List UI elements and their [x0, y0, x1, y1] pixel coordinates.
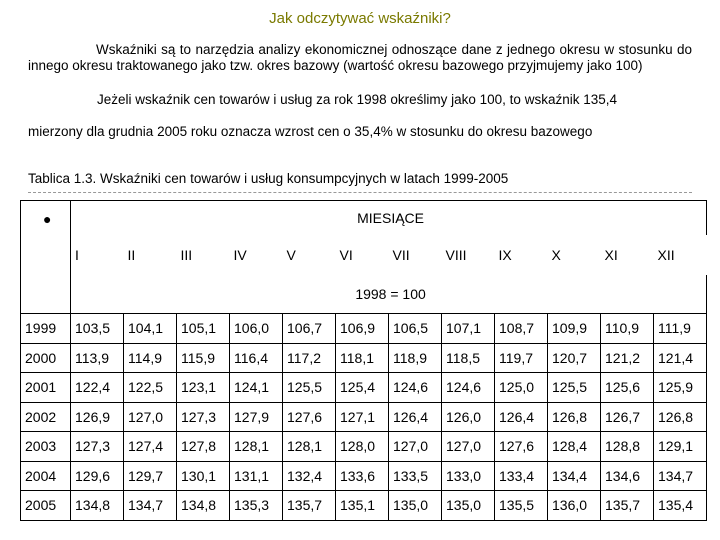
value-cell: 126,4: [389, 402, 442, 432]
value-cell: 104,1: [124, 314, 177, 344]
value-cell: 118,1: [336, 343, 389, 373]
value-cell: 126,0: [442, 402, 495, 432]
value-cell: 127,4: [124, 432, 177, 462]
value-cell: 135,3: [230, 491, 283, 521]
month-header: XI: [604, 247, 618, 263]
base-period-label: 1998 = 100: [71, 275, 707, 314]
year-cell: 2004: [21, 461, 71, 491]
value-cell: 133,5: [389, 461, 442, 491]
value-cell: 126,4: [495, 402, 548, 432]
value-cell: 110,9: [601, 314, 654, 344]
value-cell: 128,1: [283, 432, 336, 462]
value-cell: 134,7: [124, 491, 177, 521]
month-header: IV: [233, 247, 247, 263]
table-row: [21, 402, 707, 432]
value-cell: 122,5: [124, 373, 177, 403]
value-cell: 131,1: [230, 461, 283, 491]
table-row: [21, 491, 707, 521]
value-cell: 133,6: [336, 461, 389, 491]
value-cell: 126,8: [548, 402, 601, 432]
header-row-base: [21, 275, 707, 314]
price-index-table: [20, 200, 707, 521]
value-cell: 127,6: [283, 402, 336, 432]
value-cell: 135,4: [654, 491, 707, 521]
month-header: II: [127, 247, 136, 263]
value-cell: 129,7: [124, 461, 177, 491]
value-cell: 118,5: [442, 343, 495, 373]
value-cell: 128,8: [601, 432, 654, 462]
value-cell: 125,6: [601, 373, 654, 403]
value-cell: 125,4: [336, 373, 389, 403]
value-cell: 135,0: [389, 491, 442, 521]
month-header: V: [286, 247, 296, 263]
value-cell: 113,9: [71, 343, 124, 373]
value-cell: 109,9: [548, 314, 601, 344]
year-cell: 2005: [21, 491, 71, 521]
month-header: VIII: [445, 247, 467, 263]
month-header: IX: [498, 247, 512, 263]
value-cell: 125,0: [495, 373, 548, 403]
value-cell: 108,7: [495, 314, 548, 344]
year-cell: 2000: [21, 343, 71, 373]
value-cell: 135,1: [336, 491, 389, 521]
value-cell: 127,8: [177, 432, 230, 462]
paragraph-example: Jeżeli wskaźnik cen towarów i usług za rok 1998 określimy jako 100, to wskaźnik 135,4: [97, 92, 617, 107]
value-cell: 124,6: [389, 373, 442, 403]
value-cell: 127,0: [389, 432, 442, 462]
value-cell: 126,7: [601, 402, 654, 432]
page-title: Jak odczytywać wskaźniki?: [269, 10, 451, 27]
value-cell: 126,8: [654, 402, 707, 432]
table-row: [21, 343, 707, 373]
value-cell: 129,6: [71, 461, 124, 491]
value-cell: 122,4: [71, 373, 124, 403]
value-cell: 128,1: [230, 432, 283, 462]
table-row: [21, 432, 707, 462]
value-cell: 106,0: [230, 314, 283, 344]
value-cell: 125,5: [283, 373, 336, 403]
table-row: [21, 314, 707, 344]
value-cell: 127,3: [71, 432, 124, 462]
value-cell: 128,4: [548, 432, 601, 462]
value-cell: 127,6: [495, 432, 548, 462]
value-cell: 134,7: [654, 461, 707, 491]
value-cell: 115,9: [177, 343, 230, 373]
header-row-months: [21, 235, 707, 275]
year-cell: 2002: [21, 402, 71, 432]
bullet-icon: ●: [21, 201, 71, 314]
value-cell: 133,0: [442, 461, 495, 491]
year-cell: 1999: [21, 314, 71, 344]
value-cell: 127,1: [336, 402, 389, 432]
year-cell: 2003: [21, 432, 71, 462]
value-cell: 125,9: [654, 373, 707, 403]
value-cell: 119,7: [495, 343, 548, 373]
month-header: III: [180, 247, 193, 263]
year-cell: 2001: [21, 373, 71, 403]
value-cell: 124,6: [442, 373, 495, 403]
value-cell: 118,9: [389, 343, 442, 373]
value-cell: 117,2: [283, 343, 336, 373]
value-cell: 134,4: [548, 461, 601, 491]
value-cell: 127,0: [124, 402, 177, 432]
value-cell: 132,4: [283, 461, 336, 491]
value-cell: 133,4: [495, 461, 548, 491]
value-cell: 121,4: [654, 343, 707, 373]
value-cell: 120,7: [548, 343, 601, 373]
table-body: [21, 201, 707, 521]
value-cell: 121,2: [601, 343, 654, 373]
value-cell: 106,5: [389, 314, 442, 344]
paragraph-definition: Wskaźniki są to narzędzia analizy ekonomicznej odnoszące dane z jednego okresu w stosunku do innego okresu traktowanego jako tzw. okres bazowy (wartość okresu bazowego przyjmujemy jako 100): [28, 42, 692, 73]
value-cell: 129,1: [654, 432, 707, 462]
value-cell: 128,0: [336, 432, 389, 462]
value-cell: 130,1: [177, 461, 230, 491]
value-cell: 105,1: [177, 314, 230, 344]
value-cell: 114,9: [124, 343, 177, 373]
value-cell: 127,9: [230, 402, 283, 432]
value-cell: 111,9: [654, 314, 707, 344]
value-cell: 106,7: [283, 314, 336, 344]
paragraph-example-continued: mierzony dla grudnia 2005 roku oznacza wzrost cen o 35,4% w stosunku do okresu bazowego: [28, 124, 593, 139]
value-cell: 135,7: [283, 491, 336, 521]
caption-underline: [28, 192, 692, 193]
month-header: XII: [657, 247, 675, 263]
header-row-months-title: [21, 201, 707, 236]
value-cell: 123,1: [177, 373, 230, 403]
month-header: VII: [392, 247, 410, 263]
value-cell: 134,8: [177, 491, 230, 521]
value-cell: 135,5: [495, 491, 548, 521]
months-header: MIESIĄCE: [71, 201, 707, 236]
value-cell: 134,8: [71, 491, 124, 521]
table-row: [21, 373, 707, 403]
value-cell: 125,5: [548, 373, 601, 403]
table-caption: Tablica 1.3. Wskaźniki cen towarów i usług konsumpcyjnych w latach 1999-2005: [28, 171, 509, 186]
value-cell: 136,0: [548, 491, 601, 521]
month-header: X: [551, 247, 561, 263]
value-cell: 107,1: [442, 314, 495, 344]
value-cell: 116,4: [230, 343, 283, 373]
value-cell: 106,9: [336, 314, 389, 344]
value-cell: 124,1: [230, 373, 283, 403]
value-cell: 135,7: [601, 491, 654, 521]
table-row: [21, 461, 707, 491]
value-cell: 135,0: [442, 491, 495, 521]
value-cell: 126,9: [71, 402, 124, 432]
value-cell: 127,3: [177, 402, 230, 432]
value-cell: 103,5: [71, 314, 124, 344]
month-header: VI: [339, 247, 353, 263]
value-cell: 127,0: [442, 432, 495, 462]
value-cell: 134,6: [601, 461, 654, 491]
month-header: I: [75, 247, 79, 263]
